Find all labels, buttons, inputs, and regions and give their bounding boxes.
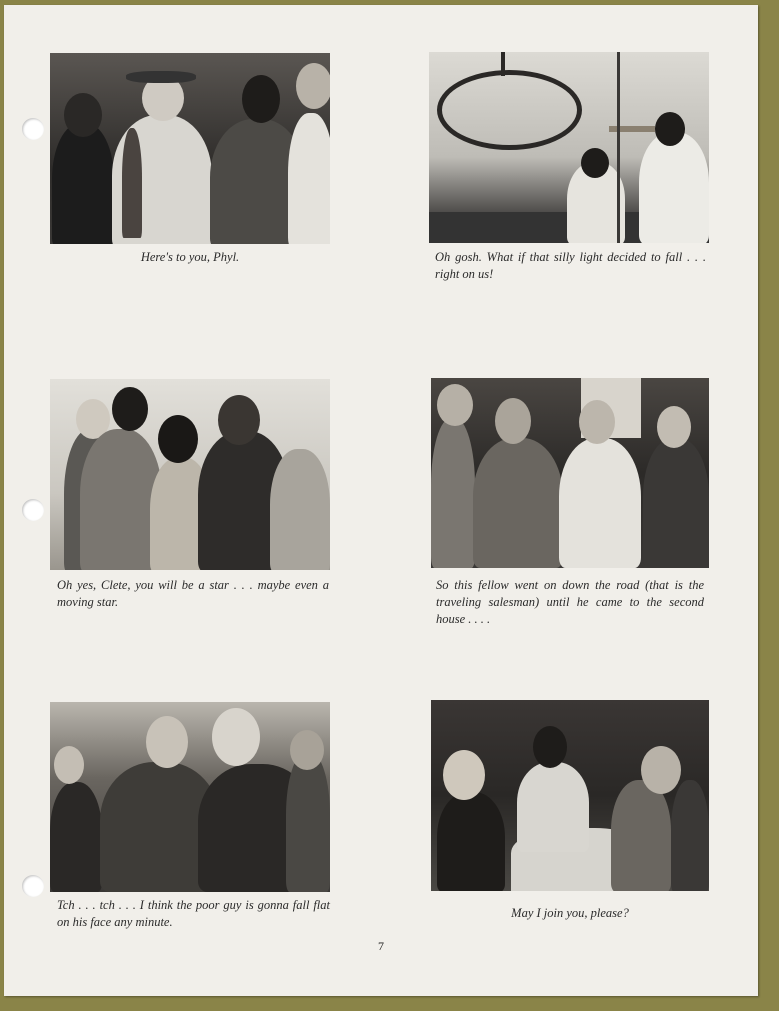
caption-5: Tch . . . tch . . . I think the poor guy is gonna fall flat on his face any minute. (57, 898, 330, 929)
caption-6: May I join you, please? (511, 906, 629, 920)
caption-2: Oh gosh. What if that silly light decided to fall . . . right on us! (435, 250, 706, 281)
binder-hole (22, 499, 44, 521)
photo-posing-group (50, 379, 330, 570)
caption-4: So this fellow went on down the road (that is the traveling salesman) until he came to the second house . . . . (436, 578, 704, 626)
photo-men-talking (431, 378, 709, 568)
document-page (4, 5, 758, 996)
photo-men-suits (50, 702, 330, 892)
photo-toast-group (50, 53, 330, 244)
binder-hole (22, 875, 44, 897)
photo-dinner-table (431, 700, 709, 891)
caption-1: Here's to you, Phyl. (140, 250, 240, 264)
binder-hole (22, 118, 44, 140)
caption-3: Oh yes, Clete, you will be a star . . . maybe even a moving star. (57, 578, 329, 609)
photo-band-chandelier (429, 52, 709, 243)
page-number: 7 (378, 939, 384, 953)
